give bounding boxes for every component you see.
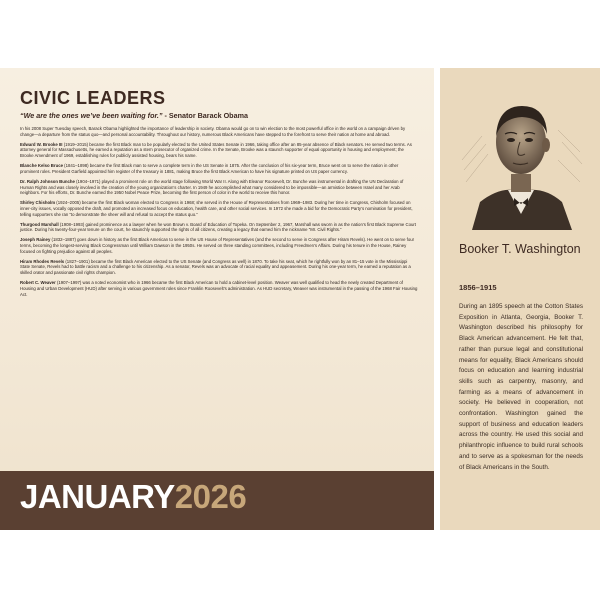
leader-name: Blanche Kelso Bruce (20, 163, 63, 169)
leader-name: Edward W. Brooke III (20, 141, 63, 147)
leader-text: (1841–1898) became the first Black man to serve a complete term in the US Senate in 1875. After the conclusion of his six-year term, Bruce went on to serve the nation in other prominent roles. President Garfield appointed him register of the treasury in 1881, making Bruce the first Black American to have his signature printed on US paper currency. (20, 163, 399, 174)
quote-text: “We are the ones we’ve been waiting for.” (20, 111, 163, 120)
leader-text: (1924–2005) became the first Black woman elected to Congress in 1968; she served in the House of Representatives from 1969–1983. During her time in Congress, Chisholm focused on inner-city issues, vocally opposed the draft, and promoted an increased focus on education, health care, and other social services. In 1972 she made a bid for the Democratic Party’s nomination for president, telling supporters she ran “to demonstrate the sheer will and refusal to accept the status quo.” (20, 200, 413, 217)
article-body (20, 126, 418, 302)
leader-text: (1904–1971) played a prominent role on the world stage following World War II. Along with Eleanor Roosevelt, Dr. Bunche was instrumental in drafting the UN Declaration of Human Rights and was closely involved in the creation of the young organization’s charter. In 1949 he accomplished what many considered to be impossible—an armistice between Israel and her Arab neighbors. For his efforts, Dr. Bunche earned the 1950 Nobel Peace Prize, becoming the first person of color in the world to receive this honor. (20, 178, 404, 196)
leader-name: Hiram Rhodes Revels (20, 258, 65, 264)
leader-paragraph (20, 280, 418, 297)
leader-paragraph (20, 222, 418, 233)
leader-text: (1907–1997) was a noted economist who in 1966 became the first Black American to hold a cabinet-level position. Weaver was well qualified to head the newly created Department of Housing and Urban Development (HUD) after serving in various government roles since Franklin Roosevelt’s administration. As HUD secretary, Weaver was instrumental in the passing of the 1968 Fair Housing Act. (20, 280, 418, 297)
quote (20, 111, 420, 120)
leader-text: (1919–2015) became the first Black man to be popularly elected to the United States Senate in 1966, taking office after an 85-year absence of Black senators. He served two terms. As attorney general for Massachusetts, he earned a reputation as a stern prosecutor of organized crime. In the Senate, Brooke was a staunch supporter of equal opportunity in housing and employment; the Brooke Amendment of 1969, establishing rules for publicly assisted housing, bears his name. (20, 141, 412, 159)
leader-name: Robert C. Weaver (20, 280, 56, 286)
sidebar-name: Booker T. Washington (459, 242, 581, 256)
leader-paragraph (20, 142, 418, 159)
leader-text: (1908–1993) gained prominence as a lawyer when he won Brown v. Board of Education of Topeka. On September 2, 1967, Marshall was sworn in as the nation’s first Black Supreme Court justice. During his twenty-four-year tenure on the court, he staunchly supported the rights of all citizens, creating a legacy that earned him the nickname “Mr. Civil Rights.” (20, 221, 417, 233)
leader-name: Dr. Ralph Johnson Bunche (20, 178, 75, 184)
intro-paragraph: In his 2008 Super Tuesday speech, Barack Obama highlighted the importance of leadership in society. Obama would go on to win election to the most powerful office in the world on a campaign driven by change—a departure from the status quo—and personal accountability. Throughout our history, numerous Black Americans have stepped to the forefront to serve their nation at home and abroad. (20, 126, 406, 137)
leader-paragraph (20, 200, 418, 217)
page-title: CIVIC LEADERS (20, 88, 166, 108)
year: 2026 (174, 478, 247, 515)
leader-name: Shirley Chisholm (20, 200, 56, 206)
quote-attribution: - Senator Barack Obama (162, 111, 248, 120)
month-name: JANUARY (20, 478, 175, 515)
neck (511, 174, 531, 192)
leader-paragraph (20, 179, 418, 196)
leader-paragraph (20, 163, 418, 174)
sidebar-dates: 1856–1915 (459, 283, 497, 292)
month-heading (20, 478, 246, 516)
leader-text: (1827–1901) became the first Black American elected to the US Senate (and Congress as well) in 1870. To take his seat, which he rightfully won by an 81–15 vote in the Mississippi State Senate, Revels had to battle racism and a challenge to his citizenship. As a senator, Revels was an advocate of racial equality and appeasement. During his one-year term, he earned a reputation as a skilled orator and passionate civil rights champion. (20, 258, 411, 276)
ear (542, 138, 550, 152)
leader-name: Thurgood Marshall (20, 221, 59, 227)
left-eye (507, 138, 515, 142)
leader-paragraph (20, 237, 418, 254)
leader-name: Joseph Rainey (20, 237, 51, 243)
right-eye (525, 138, 533, 142)
leader-paragraph (20, 259, 418, 276)
portrait-illustration (458, 90, 584, 230)
leader-text: (1832–1887) goes down in history as the first Black American to serve in the US House of Representatives (and the second to serve in Congress after Hiram Revels). He went on to serve four terms, becoming the longest-serving Black Congressman until William Dawson in the 1950s. He served on three standing committees, including Freedmen’s Affairs. During his tenure in the House, Rainey focused on fighting prejudice against all peoples. (20, 237, 415, 254)
sidebar-bio: During an 1895 speech at the Cotton States Exposition in Atlanta, Georgia, Booker T. Washington described his philosophy for Black American advancement. He felt that, rather than pursue legal and constitutional means for equality, Black Americans should focus on education and learning industrial skills such as carpentry, masonry, and farming as a means of advancement in society. He believed in cooperation, not confrontation. Washington gained the support of business and education leaders across the country. He used this social and philanthropic influence to build rural schools and to serve as a spokesman for the needs of Black Americans in the South. (459, 303, 583, 471)
